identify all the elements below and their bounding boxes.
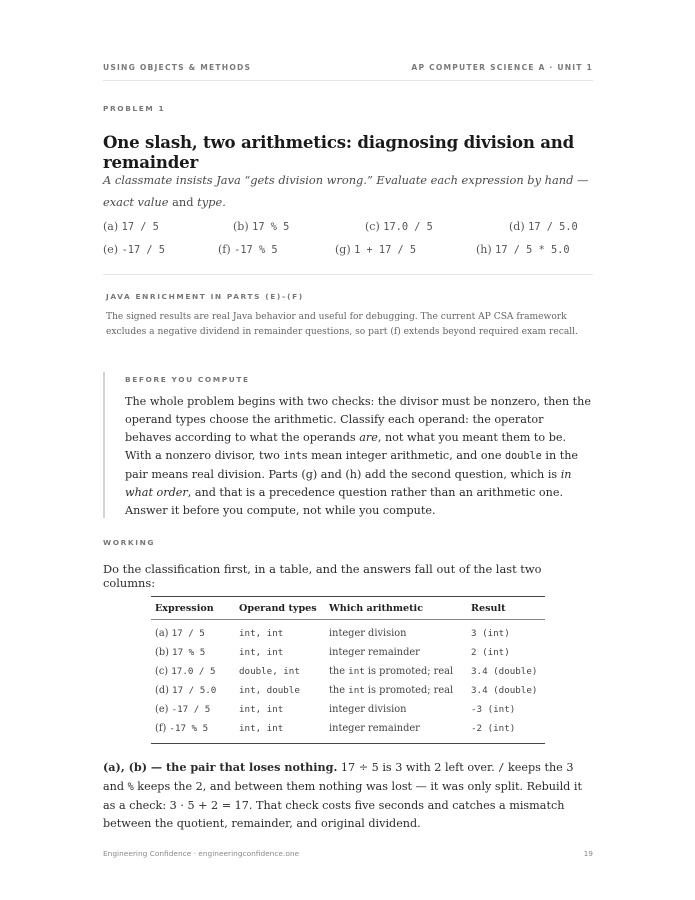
cell-operand-types: int, int xyxy=(239,647,284,658)
cell-operand-types: int, int xyxy=(239,628,284,639)
page-footer xyxy=(103,849,593,858)
cell-expression: (c) 17.0 / 5 xyxy=(155,666,216,677)
expression-item: (e) -17 / 5 xyxy=(103,243,165,256)
col-result: Result xyxy=(467,597,545,620)
cell-operand-types: int, double xyxy=(239,685,300,696)
col-expression: Expression xyxy=(151,597,235,620)
running-header xyxy=(103,63,593,81)
divider xyxy=(103,274,593,275)
classification-table xyxy=(151,596,545,744)
table-row xyxy=(151,643,545,662)
enrichment-body: The signed results are real Java behavior and useful for debugging. The current AP CSA framework excludes a negative dividend in remainder questions, so part (f) extends beyond required exam recall. xyxy=(106,312,578,337)
col-which-arithmetic: Which arithmetic xyxy=(325,597,467,620)
table-row xyxy=(151,700,545,719)
prompt-and: and xyxy=(172,195,194,209)
cell-expression: (a) 17 / 5 xyxy=(155,628,205,639)
cell-expression: (d) 17 / 5.0 xyxy=(155,685,217,696)
cell-result: 2 (int) xyxy=(471,647,510,658)
course-label: AP COMPUTER SCIENCE A · UNIT 1 xyxy=(411,63,593,72)
answer-paragraph: (a), (b) — the pair that loses nothing. 17 ÷ 5 is 3 with 2 left over. / keeps the 3 and % keeps the 2, and between them nothing was lost — it was only split. Rebuild it as a check: 3 · 5 + 2 = 17. That check costs five seconds and catches a mismatch between the quotient, remainder, and original dividend. xyxy=(103,760,582,830)
expression-item: (b) 17 % 5 xyxy=(233,220,290,233)
problem-prompt xyxy=(103,169,593,213)
cell-expression: (f) -17 % 5 xyxy=(155,723,209,734)
working-lead: Do the classification first, in a table, and the answers fall out of the last two columns: xyxy=(103,562,542,590)
cell-result: -3 (int) xyxy=(471,704,516,715)
expression-item: (f) -17 % 5 xyxy=(218,243,278,256)
expression-item: (h) 17 / 5 * 5.0 xyxy=(476,243,570,256)
table-header-row xyxy=(151,597,545,620)
expression-item: (d) 17 / 5.0 xyxy=(509,220,578,233)
cell-operand-types: int, int xyxy=(239,704,284,715)
cell-operand-types: double, int xyxy=(239,666,300,677)
callout-heading: BEFORE YOU COMPUTE xyxy=(125,375,250,384)
cell-result: -2 (int) xyxy=(471,723,516,734)
page-number: 19 xyxy=(583,849,593,858)
cell-arithmetic: integer remainder xyxy=(329,723,420,734)
cell-result: 3.4 (double) xyxy=(471,666,538,677)
section-label: USING OBJECTS & METHODS xyxy=(103,63,252,72)
prompt-italic: A classmate insists Java “gets division wrong.” Evaluate each expression by hand — exact value xyxy=(103,173,589,209)
enrichment-heading: JAVA ENRICHMENT IN PARTS (E)–(F) xyxy=(106,292,304,301)
cell-expression: (b) 17 % 5 xyxy=(155,647,206,658)
table-row xyxy=(151,662,545,681)
table-row xyxy=(151,681,545,700)
problem-title: One slash, two arithmetics: diagnosing division and remainder xyxy=(103,132,575,172)
cell-result: 3.4 (double) xyxy=(471,685,538,696)
cell-arithmetic: the int is promoted; real xyxy=(329,666,454,677)
prompt-type: type. xyxy=(197,195,226,209)
expression-item: (a) 17 / 5 xyxy=(103,220,159,233)
cell-arithmetic: the int is promoted; real xyxy=(329,685,454,696)
before-you-compute-callout xyxy=(103,372,595,518)
footer-credit: Engineering Confidence · engineeringconfidence.one xyxy=(103,849,300,858)
working-heading: WORKING xyxy=(103,538,156,547)
table-row xyxy=(151,620,545,644)
cell-result: 3 (int) xyxy=(471,628,510,639)
cell-expression: (e) -17 / 5 xyxy=(155,704,211,715)
cell-arithmetic: integer division xyxy=(329,628,407,639)
cell-arithmetic: integer remainder xyxy=(329,647,420,658)
col-operand-types: Operand types xyxy=(235,597,325,620)
table-row xyxy=(151,719,545,744)
callout-body: The whole problem begins with two checks: the divisor must be nonzero, then the operand types choose the arithmetic. Classify each operand: the operator behaves according to what the operands are, not what you meant them to be. With a nonzero divisor, two ints mean integer arithmetic, and one double in the pair means real division. Parts (g) and (h) add the second question, which is in what order, and that is a precedence question rather than an arithmetic one. Answer it before you compute, not while you compute. xyxy=(125,395,591,517)
problem-label: PROBLEM 1 xyxy=(103,104,166,113)
cell-arithmetic: integer division xyxy=(329,704,407,715)
answer-lead: (a), (b) — the pair that loses nothing. xyxy=(103,760,338,774)
expression-item: (c) 17.0 / 5 xyxy=(365,220,433,233)
expression-item: (g) 1 + 17 / 5 xyxy=(335,243,417,256)
cell-operand-types: int, int xyxy=(239,723,284,734)
